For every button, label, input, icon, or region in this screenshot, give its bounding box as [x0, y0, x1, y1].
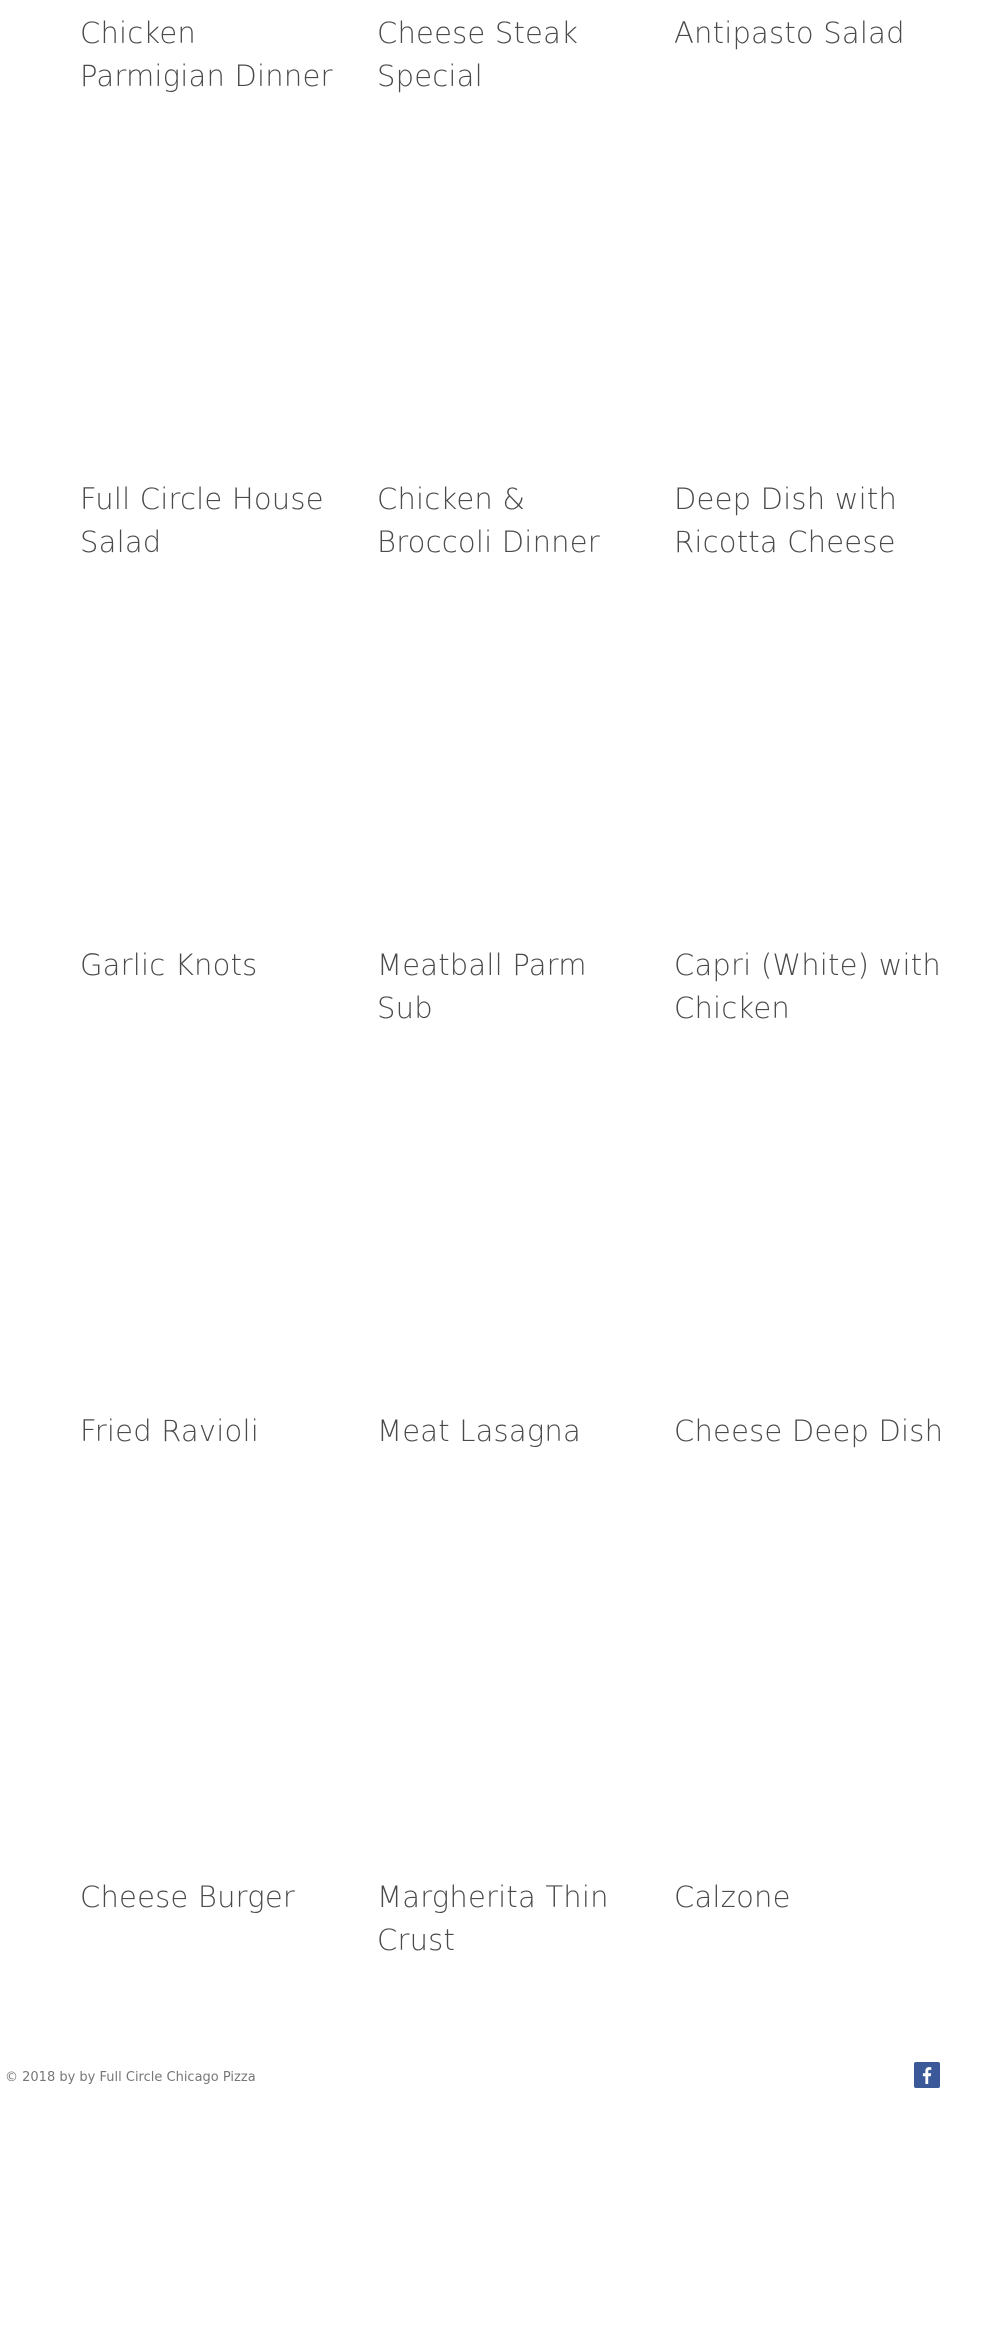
menu-item-chicken-broccoli-dinner[interactable]: Chicken & Broccoli Dinner	[377, 482, 600, 559]
menu-item-cheese-steak-special[interactable]: Cheese Steak Special	[377, 16, 579, 93]
menu-row-2	[80, 466, 920, 932]
menu-item-chicken-parmigian-dinner[interactable]: Chicken Parmigian Dinner	[80, 16, 333, 93]
menu-item-antipasto-salad[interactable]: Antipasto Salad	[674, 16, 905, 50]
menu-item-fried-ravioli[interactable]: Fried Ravioli	[80, 1414, 259, 1448]
menu-item-calzone[interactable]: Calzone	[674, 1880, 791, 1914]
menu-item-garlic-knots[interactable]: Garlic Knots	[80, 948, 258, 982]
footer-copyright: © 2018 by by Full Circle Chicago Pizza	[5, 2070, 256, 2085]
menu-item-meat-lasagna[interactable]: Meat Lasagna	[377, 1414, 581, 1448]
menu-row-3	[80, 932, 941, 1398]
menu-item-margherita-thin-crust[interactable]: Margherita Thin Crust	[377, 1880, 609, 1957]
menu-item-capri-white-chicken[interactable]: Capri (White) with Chicken	[674, 948, 941, 1025]
menu-row-5	[80, 1864, 920, 2330]
menu-item-cheese-burger[interactable]: Cheese Burger	[80, 1880, 296, 1914]
menu-item-meatball-parm-sub[interactable]: Meatball Parm Sub	[377, 948, 587, 1025]
facebook-icon[interactable]	[914, 2062, 940, 2088]
menu-item-cheese-deep-dish[interactable]: Cheese Deep Dish	[674, 1414, 944, 1448]
menu-item-full-circle-house-salad[interactable]: Full Circle House Salad	[80, 482, 324, 559]
menu-item-deep-dish-ricotta[interactable]: Deep Dish with Ricotta Cheese	[674, 482, 898, 559]
menu-grid	[80, 0, 944, 2330]
menu-row-4	[80, 1398, 944, 1864]
menu-row-1	[80, 0, 920, 466]
